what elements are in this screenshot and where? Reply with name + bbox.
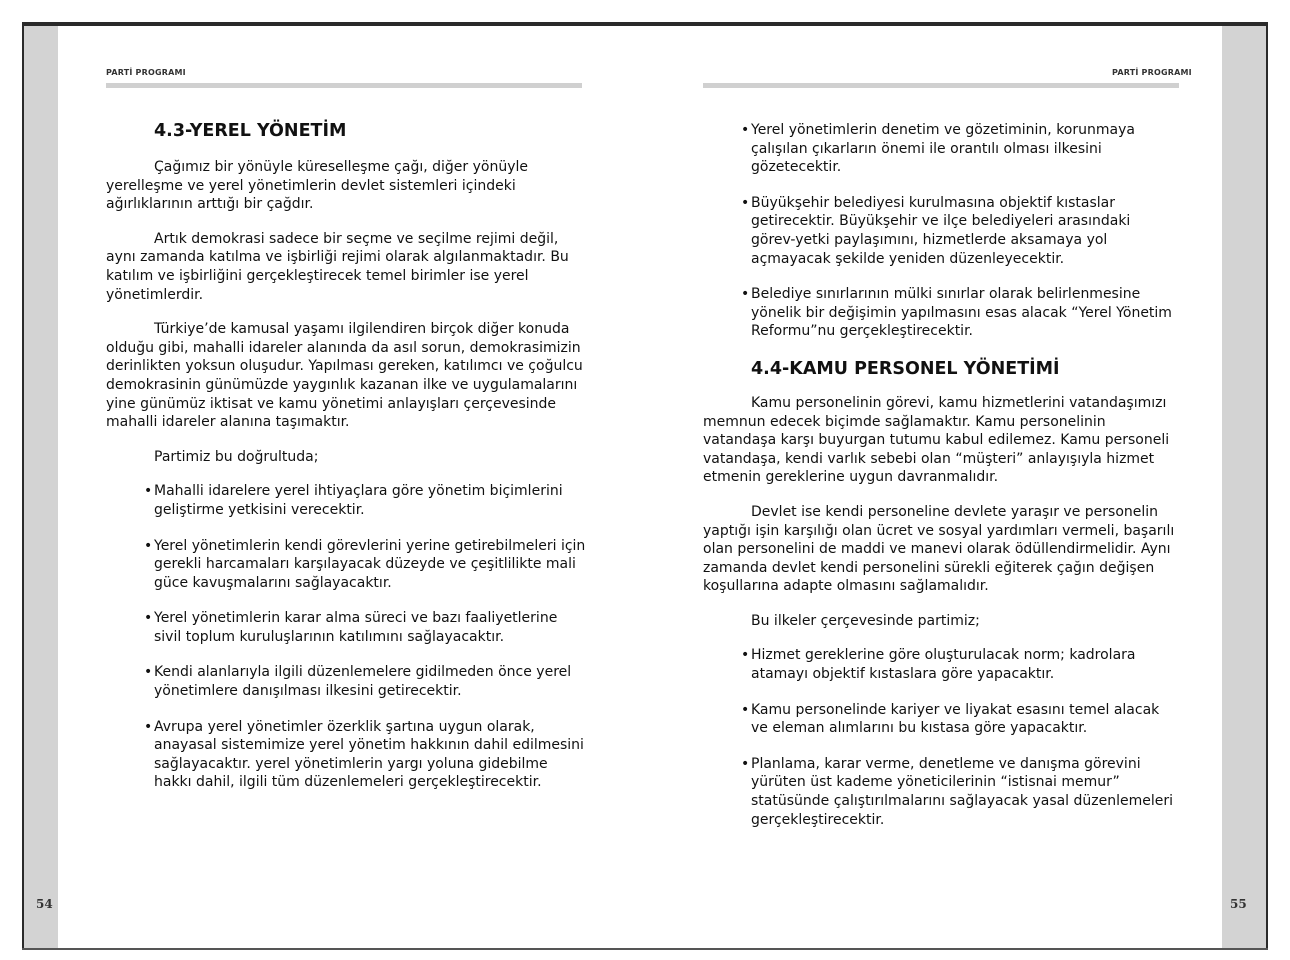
bullet-icon: • [741, 647, 750, 664]
bullet-icon: • [144, 718, 153, 735]
list-item: • Yerel yönetimlerin denetim ve gözetiminin, korunmaya çalışılan çıkarların önemi ile orantılı olması ilkesini gözetecektir. [741, 122, 1135, 176]
list-item: • Planlama, karar verme, denetleme ve danışma görevini yürüten üst kademe yöneticilerinin “istisnai memur” statüsünde çalıştırılmalarını sağlayacak yasal düzenlemeleri gerçekleştirecektir. [741, 755, 1174, 828]
right-top-bullet-list [741, 121, 1178, 341]
right-page-number: 55 [1230, 897, 1247, 911]
window-right-border [1266, 22, 1268, 950]
left-bullet-list [144, 482, 586, 792]
section-heading-kamu-personel: 4.4-KAMU PERSONEL YÖNETİMİ [751, 358, 1060, 379]
list-item: • Kendi alanlarıyla ilgili düzenlemelere gidilmeden önce yerel yönetimlere danışılması ilkesini getirecektir. [144, 664, 572, 700]
left-page-margin-strip [24, 26, 58, 948]
bullet-icon: • [741, 122, 750, 138]
section-heading-yerel-yonetim: 4.3-YEREL YÖNETİM [154, 121, 347, 141]
paragraph: Kamu personelinin görevi, kamu hizmetlerini vatandaşımızı memnun edecek biçimde sağlamaktır. Kamu personelinin vatandaşa karşı buyurgan tutumu kabul edilemez. Kamu personeli vatandaşa, kendi varlık sebebi olan “müşteri” anlayışıyla hizmet etmenin gereklerine uygun davranmalıdır. [703, 394, 1170, 486]
bullet-icon: • [741, 286, 750, 303]
window-bottom-border [22, 948, 1268, 950]
bullet-icon: • [144, 537, 153, 554]
bullet-icon: • [741, 194, 750, 211]
paragraph: Artık demokrasi sadece bir seçme ve seçilme rejimi değil, aynı zamanda katılma ve işbirliği rejimi olarak algılanmaktadır. Bu katılım ve işbirliğini gerçekleştirecek temel birimler ise yerel yönetimlerdir. [106, 230, 569, 303]
left-running-header: PARTİ PROGRAMI [106, 68, 186, 77]
paragraph-intro: Bu ilkeler çerçevesinde partimiz; [751, 612, 980, 629]
bullet-icon: • [144, 483, 153, 500]
list-item: • Yerel yönetimlerin karar alma süreci ve bazı faaliyetlerine sivil toplum kuruluşlarının katılımını sağlayacaktır. [144, 610, 558, 645]
left-page-body [106, 120, 586, 809]
list-item: • Kamu personelinde kariyer ve liyakat esasını temel alacak ve eleman alımlarını bu kıstasa göre yapacaktır. [741, 701, 1160, 737]
left-header-rule [106, 83, 582, 88]
list-item: • Hizmet gereklerine göre oluşturulacak norm; kadrolara atamayı objektif kıstaslara göre yapacaktır. [741, 647, 1136, 683]
right-header-rule [703, 83, 1179, 88]
bullet-icon: • [741, 755, 750, 772]
right-bullet-list [741, 646, 1178, 829]
left-page-number: 54 [36, 897, 53, 911]
paragraph-intro: Partimiz bu doğrultuda; [154, 448, 319, 465]
bullet-icon: • [144, 610, 153, 627]
list-item: • Belediye sınırlarının mülki sınırlar olarak belirlenmesine yönelik bir değişimin yapılmasını esas alacak “Yerel Yönetim Reformu”nu gerçekleştirecektir. [741, 286, 1172, 340]
right-page-margin-strip [1222, 26, 1266, 948]
bullet-icon: • [144, 664, 153, 681]
list-item: • Mahalli idarelere yerel ihtiyaçlara göre yönetim biçimlerini geliştirme yetkisini verecektir. [144, 483, 563, 518]
list-item: • Yerel yönetimlerin kendi görevlerini yerine getirebilmeleri için gerekli harcamaları karşılayacak düzeyde ve çeşitlilikte mali güce kavuşmalarını sağlayacaktır. [144, 537, 586, 591]
window-top-border [22, 22, 1268, 26]
list-item: • Büyükşehir belediyesi kurulmasına objektif kıstaslar getirecektir. Büyükşehir ve ilçe belediyeleri arasındaki görev-yetki paylaşımını, hizmetlerde aksamaya yol açmayacak şekilde yeniden düzenleyecektir. [741, 194, 1131, 267]
right-running-header: PARTİ PROGRAMI [1112, 68, 1192, 77]
bullet-icon: • [741, 701, 750, 718]
paragraph: Türkiye’de kamusal yaşamı ilgilendiren birçok diğer konuda olduğu gibi, mahalli idareler alanında da asıl sorun, demokrasimizin derinlikten yoksun oluşudur. Yapılması gereken, katılımcı ve çoğulcu demokrasinin günümüzde yaygınlık kazanan ilke ve uygulamalarını yine günümüz iktisat ve kamu yönetimi anlayışları çerçevesinde mahalli idareler alanına taşımaktır. [106, 321, 583, 431]
paragraph: Devlet ise kendi personeline devlete yaraşır ve personelin yaptığı işin karşılığı olan ücret ve sosyal yardımları vermeli, başarılı olan personelini de maddi ve manevi olarak ödüllendirmelidir. Aynı zamanda devlet kendi personelini sürekli eğiterek çağın değişen koşullarına adapte olmasını sağlamalıdır. [703, 503, 1175, 595]
paragraph: Çağımız bir yönüyle küreselleşme çağı, diğer yönüyle yerelleşme ve yerel yönetimlerin devlet sistemleri içindeki ağırlıklarının arttığı bir çağdır. [106, 159, 529, 213]
right-page-body [703, 121, 1178, 846]
list-item: • Avrupa yerel yönetimler özerklik şartına uygun olarak, anayasal sistemimize yerel yönetim hakkının dahil edilmesini sağlayacaktır. yerel yönetimlerin yargı yoluna gidebilme hakkı dahil, ilgili tüm düzenlemeleri gerçekleştirecektir. [144, 718, 584, 791]
